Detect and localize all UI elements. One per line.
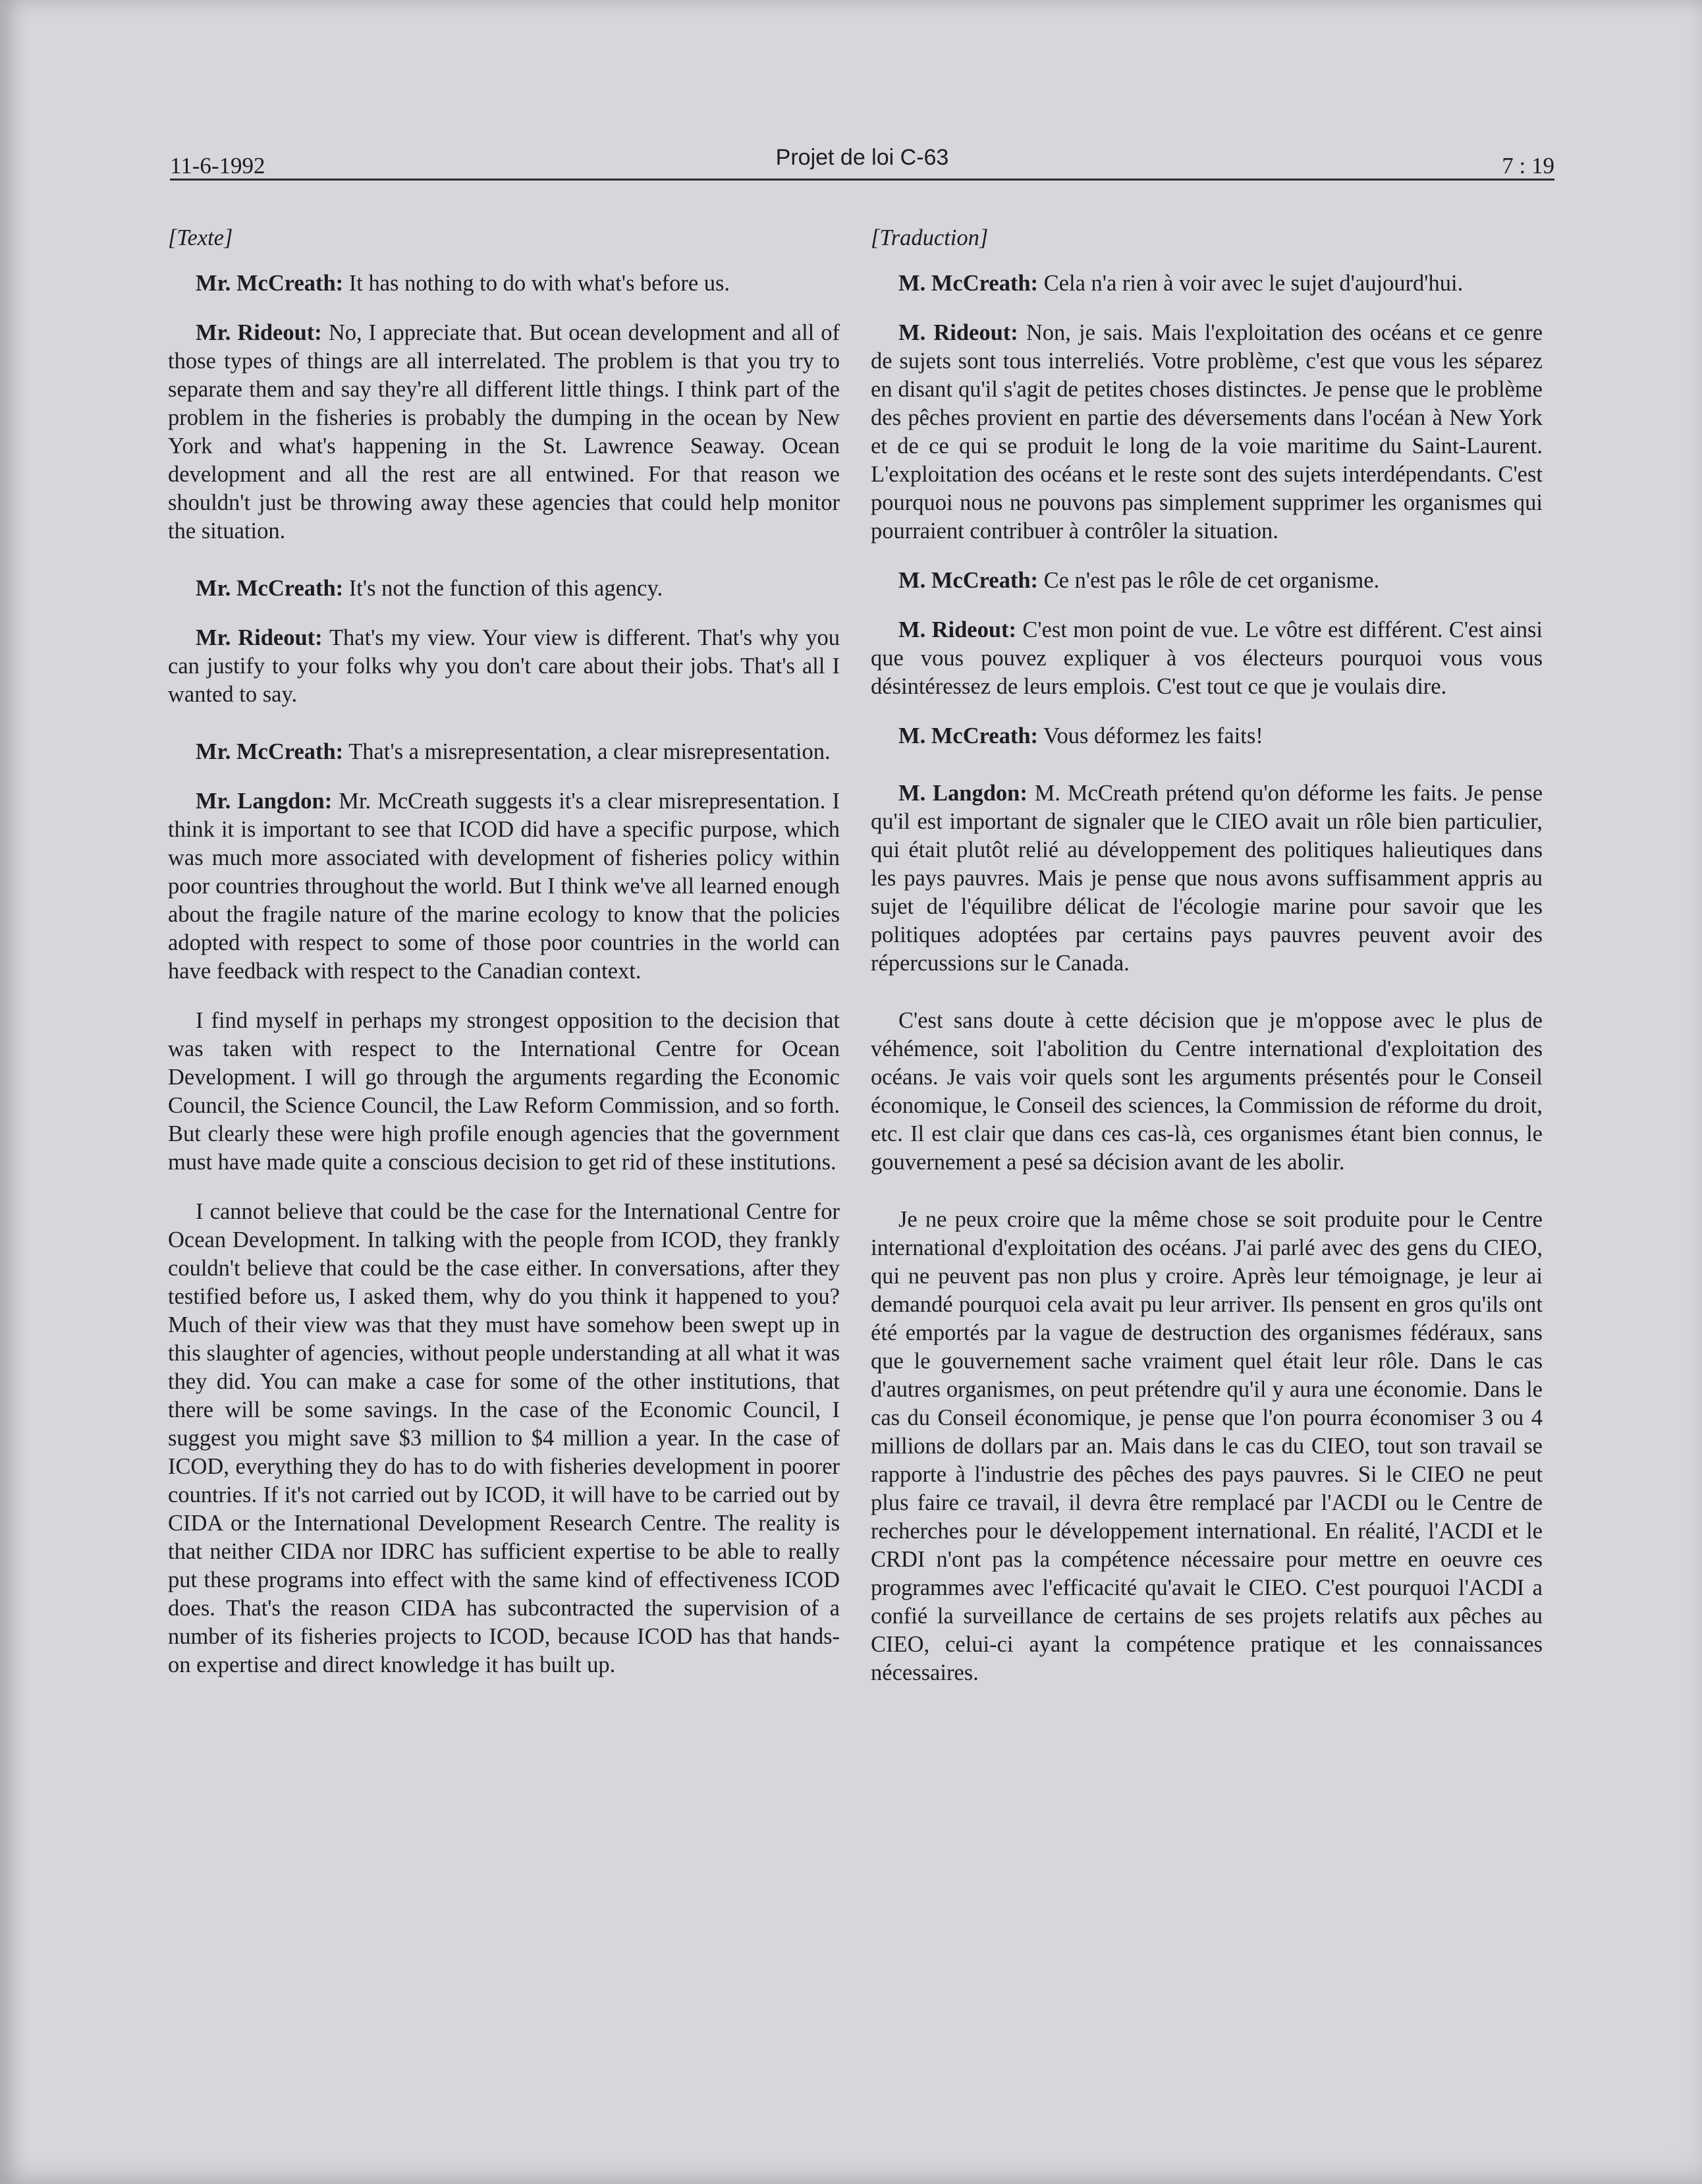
header-page-number: 7 : 19	[1502, 153, 1554, 179]
speaker-name: M. McCreath:	[898, 568, 1039, 593]
speaker-name: M. Langdon:	[898, 781, 1028, 806]
header-title: Projet de loi C-63	[775, 145, 949, 170]
speech-text: It has nothing to do with what's before us.	[343, 271, 730, 296]
speaker-name: Mr. McCreath:	[196, 271, 344, 296]
paragraph	[871, 779, 1543, 978]
speaker-name: Mr. McCreath:	[196, 576, 344, 601]
french-column	[871, 224, 1543, 1708]
speech-text: Vous déformez les faits!	[1038, 723, 1263, 748]
speaker-name: Mr. Rideout:	[196, 320, 322, 345]
speech-text: C'est mon point de vue. Le vôtre est différent. C'est ainsi que vous pouvez expliquer à vos électeurs pourquoi vous vous désintéressez de leurs emplois. C'est tout ce que je voulais dire.	[871, 617, 1543, 699]
paragraph	[871, 567, 1543, 595]
paragraph	[168, 624, 840, 709]
paragraph	[168, 1198, 840, 1679]
speaker-name: M. Rideout:	[898, 617, 1016, 642]
paragraph	[168, 738, 840, 766]
language-label-texte: [Texte]	[168, 225, 233, 250]
paragraph	[168, 319, 840, 546]
speaker-name: Mr. McCreath:	[196, 739, 344, 764]
speaker-name: M. McCreath:	[898, 723, 1039, 748]
speaker-name: M. Rideout:	[898, 320, 1018, 345]
paragraph	[871, 319, 1543, 546]
speaker-name: Mr. Rideout:	[196, 625, 323, 650]
paragraph	[871, 1206, 1543, 1687]
paragraph	[871, 269, 1543, 298]
header-date: 11-6-1992	[170, 153, 265, 179]
language-label-traduction: [Traduction]	[871, 225, 989, 250]
header-rule	[170, 179, 1554, 181]
paragraph	[871, 722, 1543, 750]
paragraph	[168, 787, 840, 986]
speech-text: That's my view. Your view is different. That's why you can justify to your folks why you don't care about their jobs. That's all I wanted to say.	[168, 625, 840, 707]
speech-text: That's a misrepresentation, a clear misrepresentation.	[343, 739, 831, 764]
paragraph	[168, 574, 840, 603]
speaker-name: Mr. Langdon:	[196, 789, 333, 814]
speech-text: No, I appreciate that. But ocean development and all of those types of things are all interrelated. The problem is that you try to separate them and say they're all different little things. I think part of the problem in the fisheries is probably the dumping in the ocean by New York and what's happening in the St. Lawrence Seaway. Ocean development and all the rest are all entwined. For that reason we shouldn't just be throwing away these agencies that could help monitor the situation.	[168, 320, 840, 544]
paragraph	[168, 269, 840, 298]
speech-text: Je ne peux croire que la même chose se soit produite pour le Centre international d'exploitation des océans. J'ai parlé avec des gens du CIEO, qui ne peuvent pas non plus y croire. Après leur témoignage, je leur ai demandé pourquoi cela avait pu leur arriver. Ils pensent en gros qu'ils ont été emportés par la vague de destruction des organismes fédéraux, sans que le gouvernement sache vraiment quel était leur rôle. Dans le cas d'autres organismes, on peut prétendre qu'il y aura une économie. Dans le cas du Conseil économique, je pense que l'on pourra économiser 3 ou 4 millions de dollars par an. Mais dans le cas du CIEO, tout son travail se rapporte à l'industrie des pêches des pays pauvres. Si le CIEO ne peut plus faire ce travail, il devra être remplacé par l'ACDI ou le Centre de recherches pour le développement international. En réalité, l'ACDI et le CRDI n'ont pas la compétence nécessaire pour mettre en oeuvre ces programmes avec l'efficacité qu'avait le CIEO. C'est pourquoi l'ACDI a confié la surveillance de certains de ses projets relatifs aux pêches au CIEO, celui-ci ayant la compétence pratique et les connaissances nécessaires.	[871, 1207, 1543, 1685]
speaker-name: M. McCreath:	[898, 271, 1039, 296]
speech-text: Cela n'a rien à voir avec le sujet d'aujourd'hui.	[1038, 271, 1464, 296]
paragraph	[871, 616, 1543, 701]
english-column	[168, 224, 840, 1700]
speech-text: I cannot believe that could be the case for the International Centre for Ocean Development. In talking with the people from ICOD, they frankly couldn't believe that could be the case either. In conversations, after they testified before us, I asked them, why do you think it happened to you? Much of their view was that they must have somehow been swept up in this slaughter of agencies, without people understanding at all what it was they did. You can make a case for some of the other institutions, that there will be some savings. In the case of the Economic Council, I suggest you might save $3 million to $4 million a year. In the case of ICOD, everything they do has to do with fisheries development in poorer countries. If it's not carried out by ICOD, it will have to be carried out by CIDA or the International Development Research Centre. The reality is that neither CIDA nor IDRC has sufficient expertise to be able to really put these programs into effect with the same kind of effectiveness ICOD does. That's the reason CIDA has subcontracted the supervision of a number of its fisheries projects to ICOD, because ICOD has that hands-on expertise and direct knowledge it has built up.	[168, 1199, 840, 1677]
speech-text: I find myself in perhaps my strongest opposition to the decision that was taken with respect to the International Centre for Ocean Development. I will go through the arguments regarding the Economic Council, the Science Council, the Law Reform Commission, and so forth. But clearly these were high profile enough agencies that the government must have made quite a conscious decision to get rid of these institutions.	[168, 1008, 840, 1175]
paragraph	[871, 1007, 1543, 1177]
speech-text: M. McCreath prétend qu'on déforme les faits. Je pense qu'il est important de signaler que le CIEO avait un rôle bien particulier, qui était plutôt relié au développement des politiques halieutiques dans les pays pauvres. Mais je pense que nous avons suffisamment appris au sujet de l'équilibre délicat de l'écologie marine pour savoir que les politiques adoptées par certains pays pauvres peuvent avoir des répercussions sur le Canada.	[871, 781, 1543, 976]
speech-text: Ce n'est pas le rôle de cet organisme.	[1038, 568, 1380, 593]
speech-text: C'est sans doute à cette décision que je m'oppose avec le plus de véhémence, soit l'abolition du Centre international d'exploitation des océans. Je vais voir quels sont les arguments présentés pour le Conseil économique, le Conseil des sciences, la Commission de réforme du droit, etc. Il est clair que dans ces cas-là, ces organismes étant bien connus, le gouvernement a pesé sa décision avant de les abolir.	[871, 1008, 1543, 1175]
speech-text: Mr. McCreath suggests it's a clear misrepresentation. I think it is important to see that ICOD did have a specific purpose, which was much more associated with development of fisheries policy within poor countries throughout the world. But I think we've all learned enough about the fragile nature of the marine ecology to know that the policies adopted with respect to some of those poor countries in the world can have feedback with respect to the Canadian context.	[168, 789, 840, 984]
speech-text: Non, je sais. Mais l'exploitation des océans et ce genre de sujets sont tous interreliés. Votre problème, c'est que vous les séparez en disant qu'il s'agit de petites choses distinctes. Je pense que le problème des pêches provient en partie des déversements dans l'océan à New York et de ce qui se produit le long de la voie maritime du Saint-Laurent. L'exploitation des océans et le reste sont des sujets interdépendants. C'est pourquoi nous ne pouvons pas simplement supprimer les organismes qui pourraient contribuer à contrôler la situation.	[871, 320, 1543, 544]
speech-text: It's not the function of this agency.	[343, 576, 663, 601]
paragraph	[168, 1007, 840, 1177]
